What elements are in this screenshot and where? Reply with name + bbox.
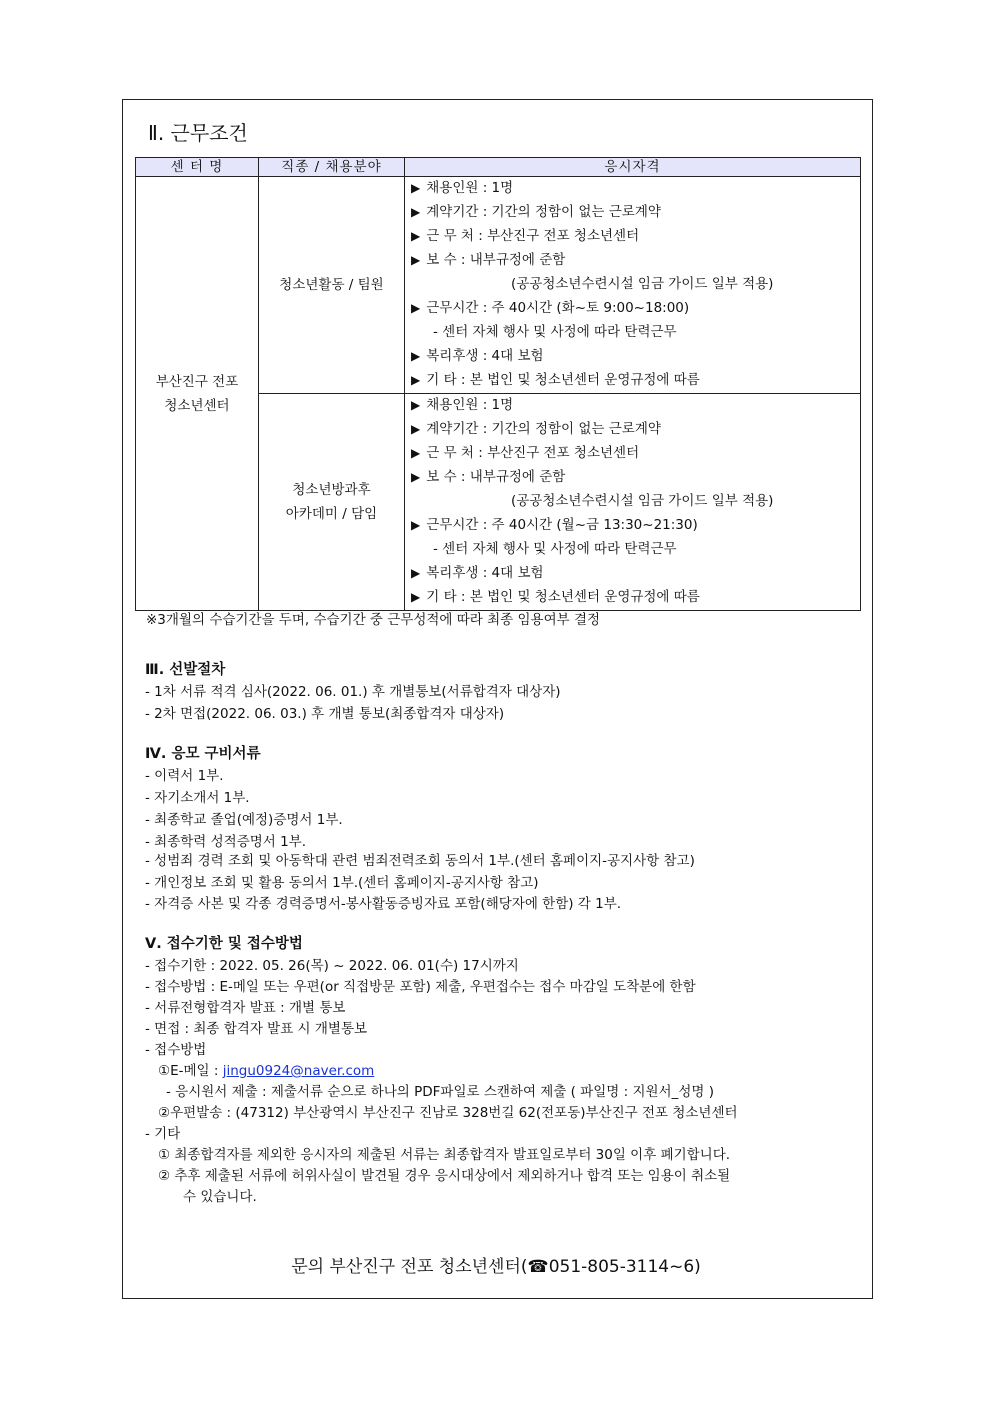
job-name: 아카데미 / 담임 <box>285 506 378 522</box>
arrow-bullet-icon: ▶ <box>411 398 421 412</box>
arrow-bullet-icon: ▶ <box>411 301 421 315</box>
section-5-title: Ⅴ. 접수기한 및 접수방법 <box>145 936 303 952</box>
arrow-bullet-icon: ▶ <box>411 253 421 267</box>
qualification-item <box>411 586 860 610</box>
qualification-text: - 센터 자체 행사 및 사정에 따라 탄력근무 <box>433 541 677 557</box>
qualification-item <box>411 201 860 225</box>
qualification-item <box>411 321 860 345</box>
header-job: 직종 / 채용분야 <box>259 158 405 177</box>
etc-item-1: ① 최종합격자를 제외한 응시자의 제출된 서류는 최종합격자 발표일로부터 30일 이후 폐기합니다. <box>158 1147 731 1163</box>
contact-footer: 문의 부산진구 전포 청소년센터(☎051-805-3114~6) <box>291 1257 701 1277</box>
list-item: - 접수기한 : 2022. 05. 26(목) ~ 2022. 06. 01(수) 17시까지 <box>145 958 519 974</box>
arrow-bullet-icon: ▶ <box>411 590 421 604</box>
list-item: - 1차 서류 적격 심사(2022. 06. 01.) 후 개별통보(서류합격자 대상자) <box>145 684 561 700</box>
qualification-item <box>411 562 860 586</box>
qualification-item <box>411 490 860 514</box>
list-item: - 접수방법 <box>145 1042 207 1058</box>
qualification-text: 복리후생 : 4대 보험 <box>426 565 544 581</box>
etc-item-2: ② 추후 제출된 서류에 허위사실이 발견될 경우 응시대상에서 제외하거나 합격 또는 임용이 취소될 <box>158 1168 731 1184</box>
section-2-title: Ⅱ. 근무조건 <box>148 121 248 145</box>
arrow-bullet-icon: ▶ <box>411 422 421 436</box>
arrow-bullet-icon: ▶ <box>411 229 421 243</box>
header-center-name: 센 터 명 <box>136 158 259 177</box>
qualification-item <box>411 369 860 393</box>
qualification-item <box>411 249 860 273</box>
list-item: - 서류전형합격자 발표 : 개별 통보 <box>145 1000 346 1016</box>
email-link[interactable]: jingu0924@naver.com <box>222 1063 375 1079</box>
qualification-item <box>411 466 860 490</box>
arrow-bullet-icon: ▶ <box>411 566 421 580</box>
section-3-title: Ⅲ. 선발절차 <box>145 662 226 678</box>
list-item: - 성범죄 경력 조회 및 아동학대 관련 범죄전력조회 동의서 1부.(센터 홈페이지-공지사항 참고) <box>145 853 695 869</box>
list-item: - 접수방법 : E-메일 또는 우편(or 직접방문 포함) 제출, 우편접수는 접수 마감일 도착분에 한함 <box>145 979 696 995</box>
work-conditions-table <box>135 157 861 611</box>
list-item: - 개인정보 조회 및 활용 동의서 1부.(센터 홈페이지-공지사항 참고) <box>145 875 539 891</box>
job-name: 청소년방과후 <box>292 482 371 498</box>
list-item: - 이력서 1부. <box>145 768 224 784</box>
qualification-text: 보 수 : 내부규정에 준함 <box>426 469 566 485</box>
job1-name-cell <box>259 177 405 394</box>
email-line <box>158 1063 374 1079</box>
center-name-cell <box>136 177 259 611</box>
qualification-item <box>411 514 860 538</box>
header-qualification: 응시자격 <box>405 158 861 177</box>
list-item: - 2차 면접(2022. 06. 03.) 후 개별 통보(최종합격자 대상자) <box>145 706 505 722</box>
arrow-bullet-icon: ▶ <box>411 205 421 219</box>
qualification-text: 채용인원 : 1명 <box>426 180 514 196</box>
qualification-text: 계약기간 : 기간의 정함이 없는 근로계약 <box>426 204 661 220</box>
qualification-text: 보 수 : 내부규정에 준함 <box>426 252 566 268</box>
qualification-text: 근 무 처 : 부산진구 전포 청소년센터 <box>426 228 640 244</box>
job1-qualification-cell <box>405 177 861 394</box>
section-4-title: Ⅳ. 응모 구비서류 <box>145 746 261 762</box>
qualification-item <box>411 177 860 201</box>
center-name-line: 부산진구 전포 <box>155 373 239 390</box>
qualification-item <box>411 297 860 321</box>
etc-item-2-cont: 수 있습니다. <box>183 1189 257 1205</box>
qualification-item <box>411 538 860 562</box>
qualification-text: 계약기간 : 기간의 정함이 없는 근로계약 <box>426 421 661 437</box>
qualification-text: 근무시간 : 주 40시간 (월~금 13:30~21:30) <box>426 517 698 533</box>
list-item: - 자격증 사본 및 각종 경력증명서-봉사활동증빙자료 포함(해당자에 한함) 각 1부. <box>145 896 622 912</box>
qualification-item <box>411 273 860 297</box>
qualification-item <box>411 418 860 442</box>
qualification-text: 근무시간 : 주 40시간 (화~토 9:00~18:00) <box>426 300 690 316</box>
qualification-text: (공공청소년수련시설 임금 가이드 일부 적용) <box>511 493 774 509</box>
list-item: - 최종학교 졸업(예정)증명서 1부. <box>145 812 343 828</box>
qualification-item <box>411 394 860 418</box>
probation-note: ※3개월의 수습기간을 두며, 수습기간 중 근무성적에 따라 최종 임용여부 결정 <box>146 612 601 628</box>
qualification-text: 기 타 : 본 법인 및 청소년센터 운영규정에 따름 <box>426 372 700 388</box>
email-note: - 응시원서 제출 : 제출서류 순으로 하나의 PDF파일로 스캔하여 제출 ( 파일명 : 지원서_성명 ) <box>166 1084 714 1100</box>
arrow-bullet-icon: ▶ <box>411 349 421 363</box>
qualification-text: 채용인원 : 1명 <box>426 397 514 413</box>
qualification-text: 근 무 처 : 부산진구 전포 청소년센터 <box>426 445 640 461</box>
qualification-item <box>411 345 860 369</box>
qualification-text: - 센터 자체 행사 및 사정에 따라 탄력근무 <box>433 324 677 340</box>
arrow-bullet-icon: ▶ <box>411 470 421 484</box>
table-header-row <box>136 158 861 177</box>
qualification-text: 기 타 : 본 법인 및 청소년센터 운영규정에 따름 <box>426 589 700 605</box>
list-item: - 최종학력 성적증명서 1부. <box>145 834 307 850</box>
list-item: - 면접 : 최종 합격자 발표 시 개별통보 <box>145 1021 368 1037</box>
qualification-text: 복리후생 : 4대 보험 <box>426 348 544 364</box>
qualification-text: (공공청소년수련시설 임금 가이드 일부 적용) <box>511 276 774 292</box>
center-name-line: 청소년센터 <box>164 397 230 414</box>
list-item: - 자기소개서 1부. <box>145 790 250 806</box>
arrow-bullet-icon: ▶ <box>411 181 421 195</box>
table-row <box>136 177 861 394</box>
post-line: ②우편발송 : (47312) 부산광역시 부산진구 진남로 328번길 62(전포동)부산진구 전포 청소년센터 <box>158 1105 738 1121</box>
arrow-bullet-icon: ▶ <box>411 446 421 460</box>
job2-qualification-cell <box>405 394 861 611</box>
qualification-item <box>411 442 860 466</box>
job2-name-cell <box>259 394 405 611</box>
arrow-bullet-icon: ▶ <box>411 518 421 532</box>
qualification-item <box>411 225 860 249</box>
etc-label: - 기타 <box>145 1126 181 1142</box>
arrow-bullet-icon: ▶ <box>411 373 421 387</box>
email-label: ①E-메일 : <box>158 1063 223 1079</box>
job-name: 청소년활동 / 팀원 <box>279 277 384 293</box>
